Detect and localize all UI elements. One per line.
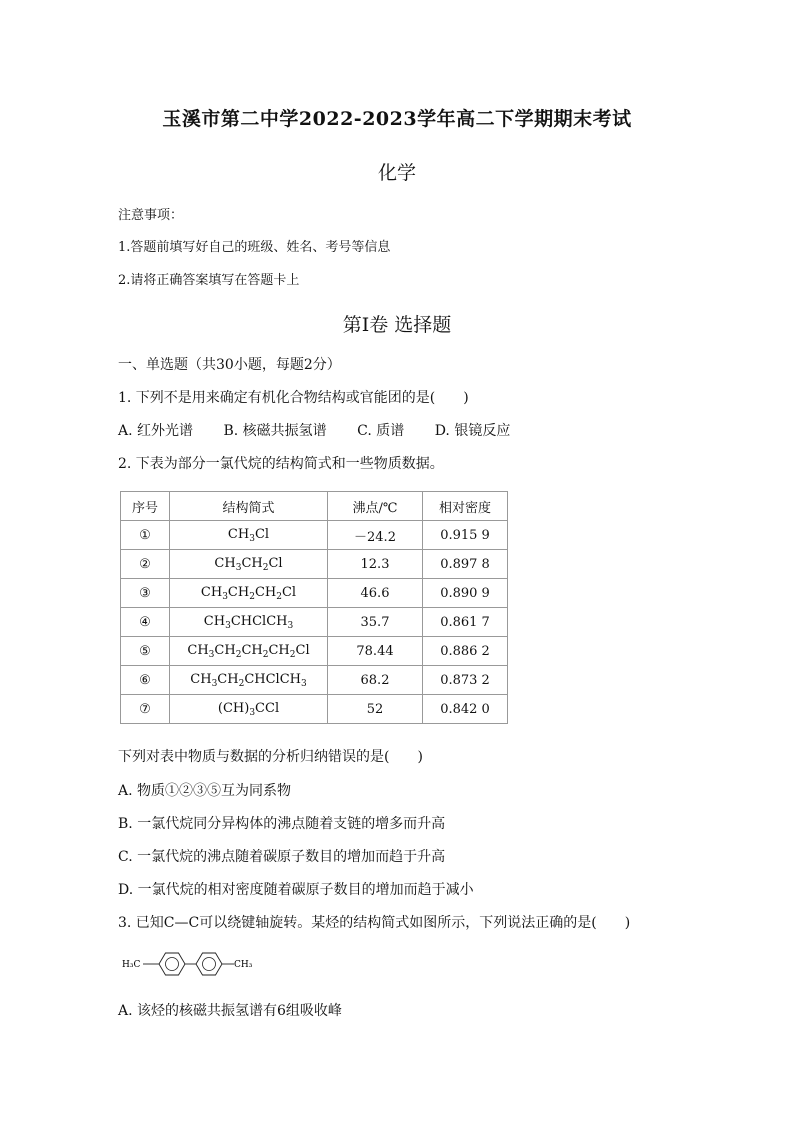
- formula-part: CH: [200, 584, 223, 600]
- formula-subscript: 2: [289, 649, 296, 660]
- exam-subject: 化学: [377, 162, 416, 184]
- formula-subscript: 3: [235, 562, 242, 573]
- table-header-row: [121, 492, 508, 521]
- boiling-point-cell: －24.2: [328, 521, 423, 550]
- option-b: B. 核磁共振氢谱: [223, 423, 327, 439]
- row-number-cell: ③: [121, 579, 170, 608]
- table-row: [121, 695, 508, 724]
- section-title: 第Ⅰ卷 选择题: [342, 314, 452, 336]
- formula-part: CH: [227, 526, 250, 542]
- formula-subscript: 2: [249, 591, 255, 602]
- formula-part: (CH: [217, 700, 245, 716]
- formula-part: CCl: [255, 700, 280, 716]
- header-cell: 序号: [121, 492, 170, 521]
- density-cell: 0.842 0: [423, 695, 508, 724]
- formula-subscript: 2: [262, 649, 269, 660]
- formula-part: Cl: [281, 584, 297, 600]
- formula-cell: [170, 666, 328, 695]
- row-number-cell: ⑤: [121, 637, 170, 666]
- formula-part: CH: [217, 671, 239, 687]
- formula-subscript: 2: [262, 562, 269, 573]
- density-cell: 0.873 2: [423, 666, 508, 695]
- chloroalkane-table: [120, 491, 508, 724]
- question-3-stem: 3. 已知C—C可以绕键轴旋转。某烃的结构简式如图所示，下列说法正确的是( ): [118, 915, 631, 931]
- formula-part: CH: [227, 584, 250, 600]
- question-2-prompt: 下列对表中物质与数据的分析归纳错误的是( ): [118, 749, 423, 765]
- table-row: [121, 579, 508, 608]
- boiling-point-cell: 52: [328, 695, 423, 724]
- question-2-stem: 2. 下表为部分一氯代烷的结构简式和一些物质数据。: [118, 456, 444, 472]
- formula-part: Cl: [268, 555, 283, 571]
- notice-heading: 注意事项：: [118, 208, 184, 223]
- table-row: [121, 666, 508, 695]
- row-number-cell: ⑥: [121, 666, 170, 695]
- formula-part: CH: [214, 642, 236, 658]
- option-c: C. 质谱: [357, 423, 405, 439]
- formula-subscript: 2: [238, 678, 245, 689]
- formula-part: CH: [268, 642, 290, 658]
- question-2-option-c: C. 一氯代烷的沸点随着碳原子数目的增加而趋于升高: [118, 849, 446, 865]
- table-row: [121, 637, 508, 666]
- formula-subscript: 3: [301, 678, 307, 689]
- formula-part: CH: [187, 642, 209, 658]
- formula-cell: [170, 579, 328, 608]
- formula-subscript: 3: [287, 620, 294, 631]
- formula-part: Cl: [295, 642, 310, 658]
- formula-subscript: 2: [235, 649, 242, 660]
- boiling-point-cell: 46.6: [328, 579, 423, 608]
- option-a: A. 红外光谱: [118, 423, 194, 439]
- notice-item-1: 1.答题前填写好自己的班级、姓名、考号等信息: [118, 240, 391, 255]
- benzene-ring-right: [196, 953, 222, 975]
- formula-part: ): [244, 700, 250, 716]
- left-methyl-label: H₃C: [122, 960, 141, 970]
- row-number-cell: ②: [121, 550, 170, 579]
- formula-part: CH: [203, 613, 226, 629]
- boiling-point-cell: 78.44: [328, 637, 423, 666]
- right-methyl-label: CH₃: [234, 960, 253, 970]
- boiling-point-cell: 12.3: [328, 550, 423, 579]
- part-heading: 一、单选题（共30小题，每题2分）: [118, 357, 341, 373]
- formula-cell: [170, 637, 328, 666]
- header-cell: 沸点/℃: [328, 492, 423, 521]
- density-cell: 0.915 9: [423, 521, 508, 550]
- formula-part: Cl: [254, 526, 270, 542]
- formula-part: CHClCH: [244, 671, 301, 687]
- formula-subscript: 3: [211, 678, 218, 689]
- density-cell: 0.897 8: [423, 550, 508, 579]
- formula-part: CH: [254, 584, 277, 600]
- density-cell: 0.861 7: [423, 608, 508, 637]
- table-row: [121, 521, 508, 550]
- density-cell: 0.886 2: [423, 637, 508, 666]
- formula-cell: [170, 550, 328, 579]
- boiling-point-cell: 35.7: [328, 608, 423, 637]
- notice-item-2: 2.请将正确答案填写在答题卡上: [118, 273, 300, 288]
- option-d: D. 银镜反应: [434, 423, 511, 439]
- exam-title: 玉溪市第二中学2022-2023学年高二下学期期末考试: [162, 108, 632, 130]
- header-cell: 结构简式: [170, 492, 328, 521]
- row-number-cell: ④: [121, 608, 170, 637]
- table-row: [121, 550, 508, 579]
- density-cell: 0.890 9: [423, 579, 508, 608]
- formula-part: CH: [241, 642, 263, 658]
- question-3-option-a: A. 该烃的核磁共振氢谱有6组吸收峰: [118, 1003, 342, 1019]
- question-1-options: [118, 420, 536, 440]
- question-1-stem: 1. 下列不是用来确定有机化合物结构或官能团的是( ): [118, 390, 469, 406]
- formula-cell: [170, 521, 328, 550]
- question-2-option-d: D. 一氯代烷的相对密度随着碳原子数目的增加而趋于减小: [118, 882, 474, 898]
- header-cell: 相对密度: [423, 492, 508, 521]
- formula-subscript: 3: [225, 620, 231, 631]
- benzene-ring-left: [159, 953, 185, 975]
- row-number-cell: ①: [121, 521, 170, 550]
- formula-part: CHClCH: [230, 613, 288, 629]
- row-number-cell: ⑦: [121, 695, 170, 724]
- formula-subscript: 3: [249, 533, 255, 544]
- formula-cell: [170, 695, 328, 724]
- formula-subscript: 3: [249, 707, 256, 718]
- formula-part: CH: [190, 671, 212, 687]
- formula-part: CH: [214, 555, 236, 571]
- question-2-option-b: B. 一氯代烷同分异构体的沸点随着支链的增多而升高: [118, 816, 446, 832]
- table-row: [121, 608, 508, 637]
- boiling-point-cell: 68.2: [328, 666, 423, 695]
- formula-subscript: 3: [208, 649, 215, 660]
- question-2-option-a: A. 物质①②③⑤互为同系物: [118, 783, 292, 799]
- formula-part: CH: [241, 555, 263, 571]
- formula-cell: [170, 608, 328, 637]
- formula-subscript: 3: [222, 591, 228, 602]
- dimethylbiphenyl-structure: [122, 948, 272, 978]
- formula-subscript: 2: [276, 591, 282, 602]
